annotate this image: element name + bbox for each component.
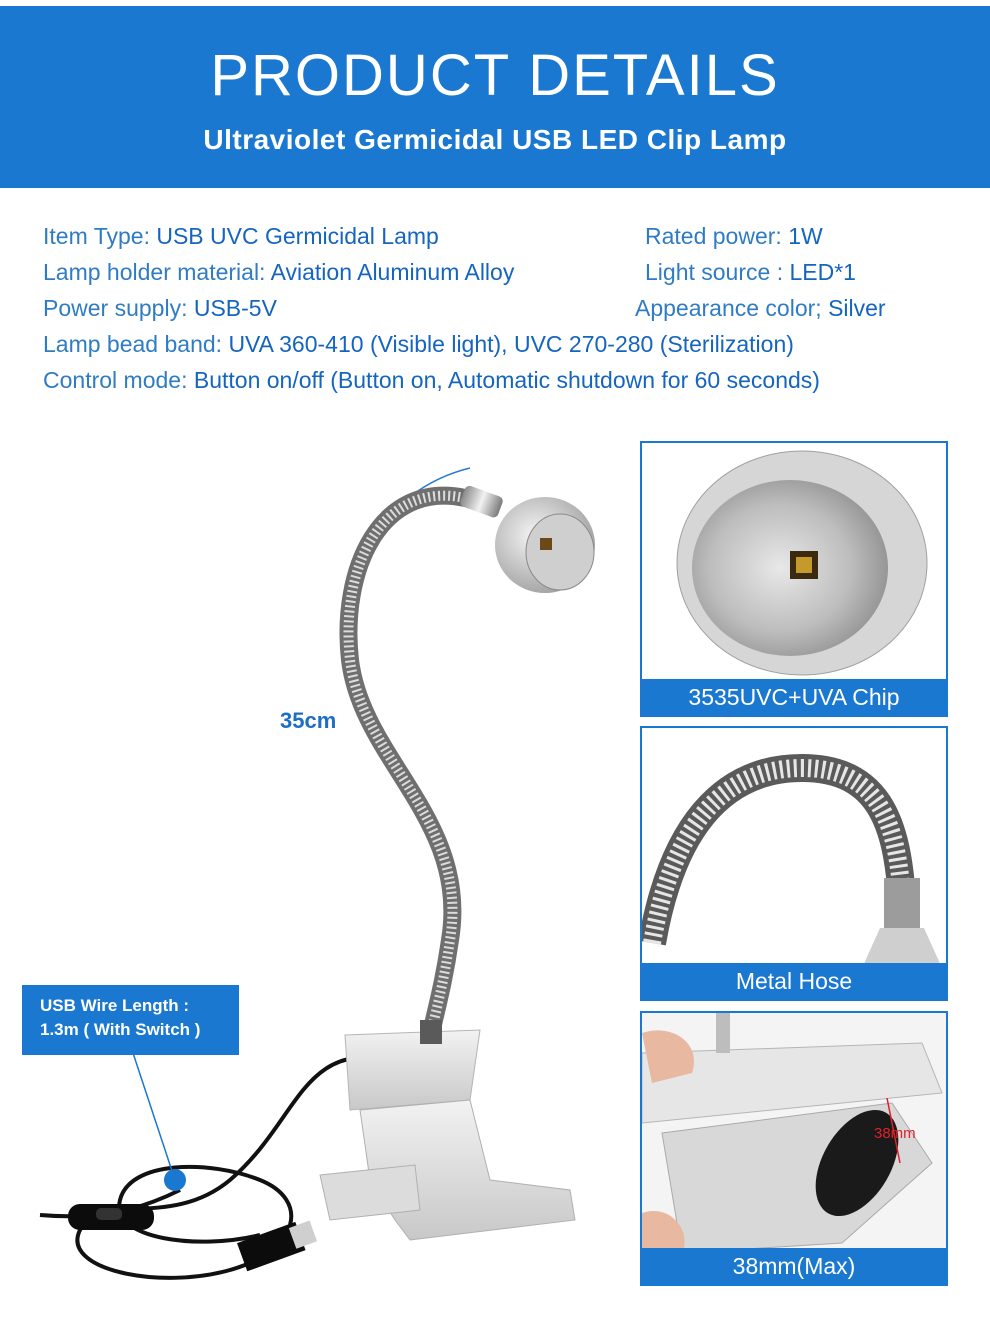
chip-caption: 3535UVC+UVA Chip: [642, 679, 946, 715]
hose-detail-panel: [640, 726, 948, 1001]
header-banner: [0, 6, 990, 188]
spec-light-source: Light source : LED*1: [645, 259, 856, 285]
spec-control-mode: Control mode: Button on/off (Button on, Automatic shutdown for 60 seconds): [43, 367, 820, 393]
spec-appearance-color: Appearance color; Silver: [635, 295, 886, 321]
spec-rated-power: Rated power: 1W: [645, 223, 823, 249]
spec-power-supply: Power supply: USB-5V: [43, 295, 277, 321]
chip-closeup-image: [642, 443, 948, 683]
spec-bead-band: Lamp bead band: UVA 360-410 (Visible light), UVC 270-280 (Sterilization): [43, 331, 794, 357]
lamp-product-image: [0, 420, 630, 1322]
length-label: 35cm: [280, 708, 337, 733]
usb-wire-callout-line2: 1.3m ( With Switch ): [40, 1020, 201, 1039]
hose-caption: Metal Hose: [642, 963, 946, 999]
page-title: PRODUCT DETAILS: [210, 43, 780, 108]
clip-caption: 38mm(Max): [642, 1248, 946, 1284]
clip-detail-panel: [640, 1011, 948, 1286]
chip-detail-panel: [640, 441, 948, 717]
clip-measure-label: 38mm: [874, 1125, 916, 1142]
spec-lamp-holder: Lamp holder material: Aviation Aluminum Alloy: [43, 259, 515, 285]
metal-hose-image: [642, 728, 948, 968]
usb-wire-callout: [22, 985, 239, 1055]
spec-item-type: Item Type: USB UVC Germicidal Lamp: [43, 223, 439, 249]
page-subtitle: Ultraviolet Germicidal USB LED Clip Lamp: [203, 124, 787, 155]
usb-wire-callout-line1: USB Wire Length :: [40, 996, 190, 1015]
